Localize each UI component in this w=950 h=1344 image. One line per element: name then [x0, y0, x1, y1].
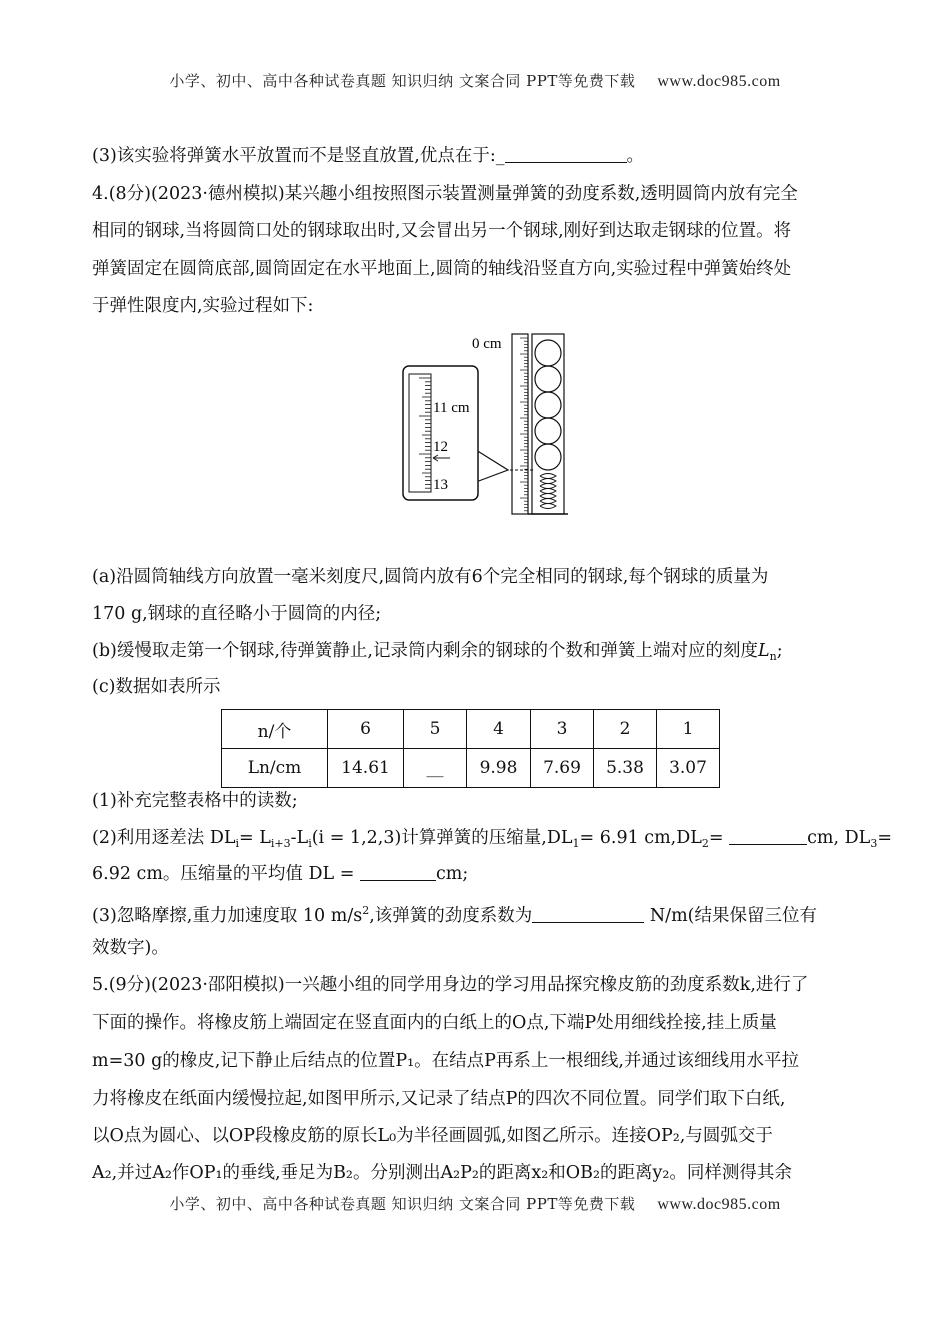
table-cell-blank[interactable]: __	[404, 749, 467, 788]
steel-ball	[535, 392, 561, 418]
table-cell: 14.61	[328, 749, 404, 788]
table-row	[222, 710, 720, 749]
table-row	[222, 749, 720, 788]
ruler-ticks	[520, 338, 528, 511]
sub-2: 2	[701, 837, 709, 850]
sub2-text-c: -L	[290, 828, 309, 848]
table-header-n: n/个	[222, 710, 328, 749]
q5-line-3: m=30 g的橡皮,记下静止后结点的位置P₁。在结点P再系上一根细线,并通过该细线用水平拉	[92, 1051, 799, 1071]
sub3-text-c: N/m(结果保留三位有	[649, 906, 817, 926]
sub2-line-2	[92, 862, 872, 886]
sub2-line2-unit: cm;	[435, 864, 469, 884]
step-a-line-2: 170 g,钢球的直径略小于圆筒的内径;	[92, 604, 382, 624]
sub-i-2: i	[308, 837, 312, 850]
q3-prev-line	[92, 144, 872, 168]
steel-ball	[535, 340, 561, 366]
sub-1: 1	[572, 837, 580, 850]
header-url[interactable]: www.doc985.com	[657, 73, 781, 90]
q4-line-4: 于弹性限度内,实验过程如下:	[92, 296, 314, 316]
q4-line-3: 弹簧固定在圆筒底部,圆筒固定在水平地面上,圆筒的轴线沿竖直方向,实验过程中弹簧始终处	[92, 259, 792, 279]
sub2-line2-text: 6.92 cm。压缩量的平均值 DL =	[92, 864, 355, 884]
sub1-line: (1)补充完整表格中的读数;	[92, 791, 298, 811]
sub-i3: i+3	[270, 837, 291, 850]
q5-line-2: 下面的操作。将橡皮筋上端固定在竖直面内的白纸上的O点,下端P处用细线拴接,挂上质量	[92, 1013, 777, 1033]
footer-text: 小学、初中、高中各种试卷真题 知识归纳 文案合同 PPT等免费下载	[169, 1195, 636, 1213]
sub3-line-1	[92, 899, 872, 928]
q3-answer-blank[interactable]	[505, 144, 627, 163]
spring	[540, 474, 556, 509]
spring-tube-figure	[400, 330, 580, 520]
q5-line-1: 5.(9分)(2023·邵阳模拟)一兴趣小组的同学用身边的学习用品探究橡皮筋的劲度系数k,进行了	[92, 975, 809, 995]
mag-label-11: 11 cm	[433, 400, 470, 416]
steel-ball	[535, 366, 561, 392]
table-cell: 5.38	[594, 749, 657, 788]
sub-i-1: i	[235, 837, 240, 850]
table-cell: 7.69	[531, 749, 594, 788]
data-table	[221, 709, 720, 788]
step-a-line-1: (a)沿圆筒轴线方向放置一毫米刻度尺,圆筒内放有6个完全相同的钢球,每个钢球的质量为	[92, 567, 769, 587]
steel-ball	[535, 418, 561, 444]
page-header	[0, 70, 950, 91]
step-b-line	[92, 639, 872, 669]
sub2-text-e: = 6.91 cm,DL	[579, 828, 702, 848]
mag-label-13: 13	[433, 477, 448, 493]
figure-label-0cm: 0 cm	[472, 336, 502, 352]
sub2-text-f: cm, DL	[807, 828, 871, 848]
k-answer-blank[interactable]	[532, 904, 644, 923]
table-cell: 5	[404, 710, 467, 749]
q3-prev-end: 。	[626, 146, 644, 166]
step-b-sub: n	[769, 650, 777, 663]
q3-prev-text: (3)该实验将弹簧水平放置而不是竖直放置,优点在于:_	[92, 146, 505, 166]
dl2-blank[interactable]	[729, 826, 807, 845]
header-text: 小学、初中、高中各种试卷真题 知识归纳 文案合同 PPT等免费下载	[169, 72, 636, 90]
table-cell: 9.98	[467, 749, 531, 788]
q5-line-5: 以O点为圆心、以OP段橡皮筋的原长L₀为半径画圆弧,如图乙所示。连接OP₂,与圆弧交于	[92, 1126, 773, 1146]
step-c-line: (c)数据如表所示	[92, 677, 221, 697]
steel-ball	[535, 444, 561, 470]
q5-line-6: A₂,并过A₂作OP₁的垂线,垂足为B₂。分别测出A₂P₂的距离x₂和OB₂的距离y₂。同样测得其余	[92, 1163, 792, 1183]
mag-label-12: 12	[433, 439, 448, 455]
sub2-text-g: =	[877, 828, 892, 848]
sub3-text-a: (3)忽略摩擦,重力加速度取 10 m/s	[92, 906, 363, 926]
table-cell: 6	[328, 710, 404, 749]
table-cell: 2	[594, 710, 657, 749]
table-cell: 4	[467, 710, 531, 749]
sub2-line-1	[92, 826, 892, 856]
page-footer	[0, 1193, 950, 1214]
avg-dl-blank[interactable]	[360, 862, 436, 881]
callout-pointer	[476, 450, 508, 482]
sup-2: 2	[362, 904, 370, 917]
sub2-text-b: = L	[239, 828, 271, 848]
eq-sign: =	[708, 828, 730, 848]
sub2-text-d: (i = 1,2,3)计算弹簧的压缩量,DL	[311, 828, 573, 848]
table-cell: 1	[657, 710, 720, 749]
footer-url[interactable]: www.doc985.com	[657, 1196, 781, 1213]
sub3-line-2: 效数字)。	[92, 938, 169, 958]
sub2-text-a: (2)利用逐差法 DL	[92, 828, 236, 848]
table-cell: 3.07	[657, 749, 720, 788]
step-b-text: (b)缓慢取走第一个钢球,待弹簧静止,记录筒内剩余的钢球的个数和弹簧上端对应的刻度	[92, 641, 758, 661]
step-b-var: L	[757, 641, 770, 661]
q5-line-4: 力将橡皮在纸面内缓慢拉起,如图甲所示,又记录了结点P的四次不同位置。同学们取下白纸,	[92, 1089, 786, 1109]
table-cell: 3	[531, 710, 594, 749]
table-header-ln: Ln/cm	[222, 749, 328, 788]
q4-line-2: 相同的钢球,当将圆筒口处的钢球取出时,又会冒出另一个钢球,刚好到达取走钢球的位置。将	[92, 221, 792, 241]
step-b-end: ;	[776, 641, 783, 661]
ruler-body	[512, 334, 528, 514]
sub-3: 3	[870, 837, 878, 850]
q4-line-1: 4.(8分)(2023·德州模拟)某兴趣小组按照图示装置测量弹簧的劲度系数,透明圆筒内放有完全	[92, 184, 798, 204]
sub3-text-b: ,该弹簧的劲度系数为	[369, 906, 533, 926]
